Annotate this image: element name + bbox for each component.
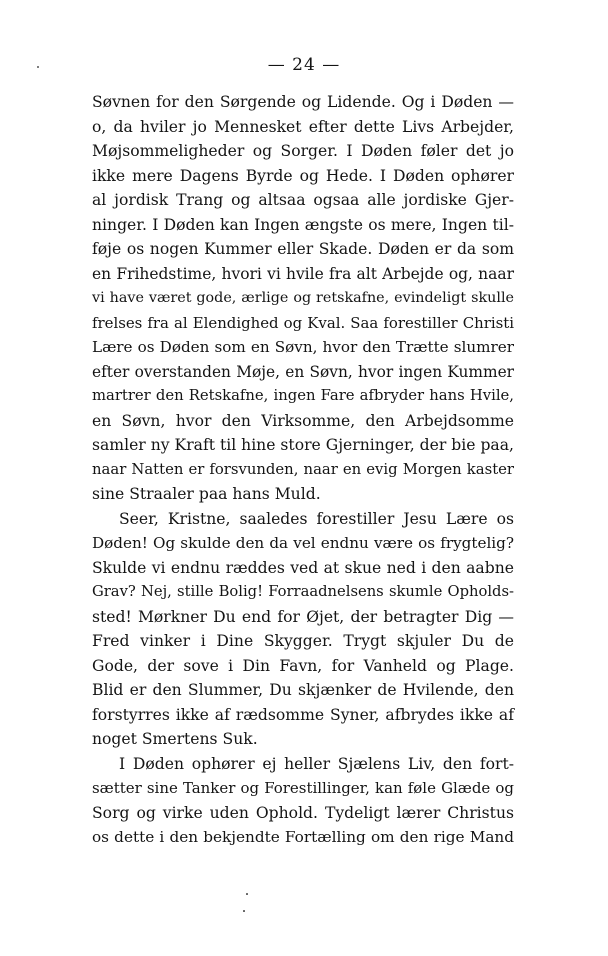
text-line: Fred vinker i Dine Skygger. Trygt skjuler Du de: [92, 632, 514, 650]
text-line: samler ny Kraft til hine store Gjerninger, der bie paa,: [92, 436, 514, 454]
text-line: sted! Mørkner Du end for Øjet, der betragter Dig —: [92, 607, 514, 626]
text-line: sætter sine Tanker og Forestillinger, kan føle Glæde og: [92, 779, 514, 797]
text-line: Blid er den Slummer, Du skjænker de Hvilende, den: [92, 681, 514, 699]
text-line: sine Straaler paa hans Muld.: [92, 485, 321, 503]
text-line: al jordisk Trang og altsaa ogsaa alle jordiske Gjer-: [92, 191, 514, 209]
scan-speck: [246, 893, 248, 895]
scan-speck: [243, 910, 245, 912]
body-text: [92, 90, 514, 850]
text-line: frelses fra al Elendighed og Kval. Saa forestiller Christi: [92, 313, 514, 332]
text-line: vi have været gode, ærlige og retskafne, evindeligt skulle: [92, 290, 514, 306]
text-line: Grav? Nej, stille Bolig! Forraadnelsens skumle Opholds-: [92, 583, 514, 600]
text-line: noget Smertens Suk.: [92, 730, 258, 748]
text-line: en Frihedstime, hvori vi hvile fra alt Arbejde og, naar: [92, 264, 514, 283]
text-line: ikke mere Dagens Byrde og Hede. I Døden ophører: [92, 166, 514, 185]
scan-speck: [37, 66, 39, 68]
text-line: martrer den Retskafne, ingen Fare afbryder hans Hvile,: [92, 387, 514, 404]
text-line: Døden! Og skulde den da vel endnu være os frygtelig?: [92, 534, 514, 552]
text-line: Gode, der sove i Din Favn, for Vanheld og Plage.: [92, 656, 514, 675]
text-line: efter overstanden Møje, en Søvn, hvor ingen Kummer: [92, 362, 514, 381]
text-line: I Døden ophører ej heller Sjælens Liv, den fort-: [119, 754, 514, 773]
text-line: Skulde vi endnu ræddes ved at skue ned i den aabne: [92, 558, 514, 577]
text-line: Søvnen for den Sørgende og Lidende. Og i Døden —: [92, 93, 514, 111]
text-line: en Søvn, hvor den Virksomme, den Arbejdsomme: [92, 411, 514, 430]
text-line: naar Natten er forsvunden, naar en evig Morgen kaster: [92, 460, 514, 478]
text-line: os dette i den bekjendte Fortælling om den rige Mand: [92, 828, 514, 846]
text-line: føje os nogen Kummer eller Skade. Døden er da som: [92, 240, 514, 258]
text-line: Sorg og virke uden Ophold. Tydeligt lærer Christus: [92, 803, 514, 822]
text-line: forstyrres ikke af rædsomme Syner, afbrydes ikke af: [92, 705, 514, 724]
text-line: ninger. I Døden kan Ingen ængste os mere, Ingen til-: [92, 215, 514, 234]
text-line: Lære os Døden som en Søvn, hvor den Trætte slumrer: [92, 338, 514, 356]
text-line: Møjsommeligheder og Sorger. I Døden føler det jo: [92, 142, 514, 160]
text-line: Seer, Kristne, saaledes forestiller Jesu Lære os: [119, 509, 514, 528]
text-line: o, da hviler jo Mennesket efter dette Livs Arbejder,: [92, 117, 514, 136]
page-number: — 24 —: [267, 55, 341, 75]
